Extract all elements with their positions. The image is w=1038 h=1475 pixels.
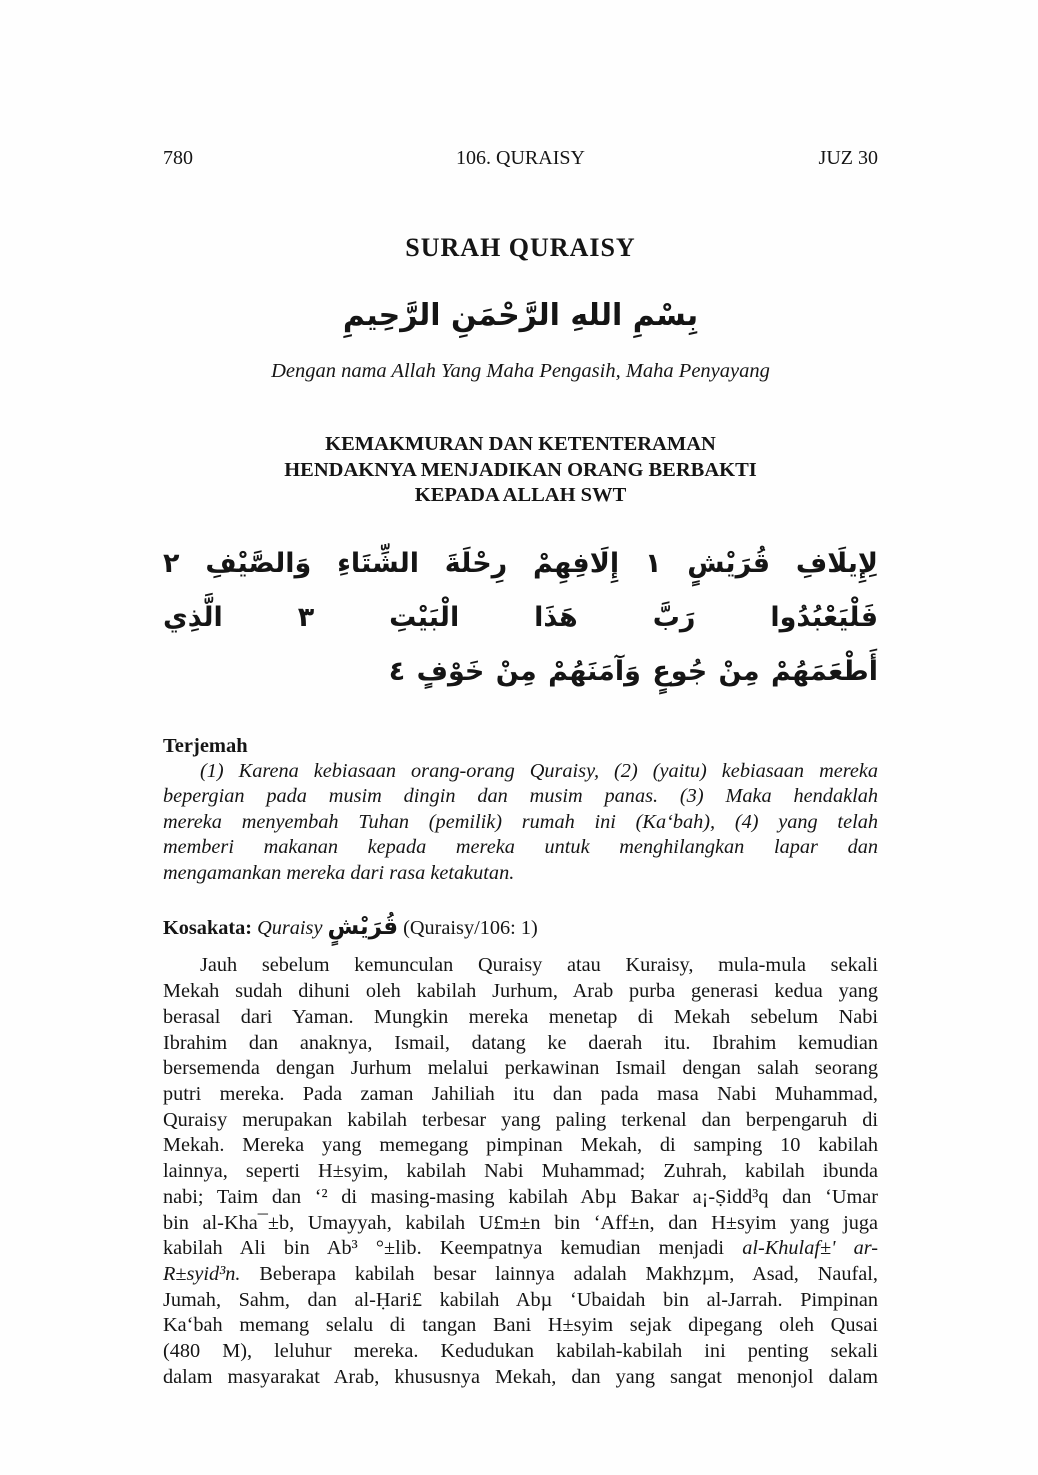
body-line: Ka‘bah memang selalu di tangan Bani H±syim sejak dipegang oleh Qusai (163, 1314, 878, 1337)
body-line: (480 M), leluhur mereka. Kedudukan kabilah-kabilah ini penting sekali (163, 1340, 878, 1363)
terjemah-text (163, 759, 878, 887)
terjemah-line: memberi makanan kepada mereka untuk menghilangkan lapar dan (163, 836, 878, 859)
surah-title: SURAH QURAISY (405, 233, 636, 262)
page-content (163, 0, 878, 1390)
body-line: Mekah. Mereka yang memegang pimpinan Mekah, di samping 10 kabilah (163, 1134, 878, 1157)
terjemah-line: mengamankan mereka dari rasa ketakutan. (163, 861, 515, 884)
text-segment-normal: (Quraisy/106: 1) (398, 917, 538, 940)
body-line: Ibrahim dan anaknya, Ismail, datang ke daerah itu. Ibrahim kemudian (163, 1031, 878, 1054)
text-segment-arabic: قُرَيْشٍ (327, 914, 399, 941)
body-text (163, 953, 878, 1390)
body-line (163, 1262, 878, 1288)
section-heading-line: KEMAKMURAN DAN KETENTERAMAN (325, 433, 716, 455)
body-line: Mekah sudah dihuni oleh kabilah Jurhum, Arab purba generasi kedua yang (163, 980, 878, 1003)
text-segment-normal: kabilah Ali bin Ab³ °±lib. Keempatnya kemudian menjadi (163, 1237, 743, 1260)
kosakata-content (163, 908, 878, 947)
body-line: nabi; Taim dan ‘² di masing-masing kabilah Abµ Bakar a¡-Ṣidd³q dan ‘Umar (163, 1185, 878, 1208)
juz-label: JUZ 30 (818, 147, 878, 169)
bismillah-translation: Dengan nama Allah Yang Maha Pengasih, Maha Penyayang (271, 360, 770, 382)
terjemah-line: (1) Karena kebiasaan orang-orang Quraisy, (2) (yaitu) kebiasaan mereka (200, 759, 878, 782)
text-segment-normal: Beberapa kabilah besar lainnya adalah Makhzµm, Asad, Naufal, (240, 1262, 878, 1285)
body-line: bin al-Kha¯±b, Umayyah, kabilah U£m±n bin ‘Aff±n, dan H±syim yang juga (163, 1211, 878, 1234)
text-segment-italic: al-Khulaf±' ar- (742, 1237, 879, 1260)
section-heading-line: KEPADA ALLAH SWT (414, 484, 627, 506)
terjemah-line: bepergian pada musim dingin dan musim panas. (3) Maka hendaklah (163, 785, 878, 808)
body-line: dalam masyarakat Arab, khususnya Mekah, dan yang sangat menonjol dalam (163, 1365, 878, 1388)
text-segment-italic: R±syid³n. (163, 1262, 241, 1285)
body-line: bersemenda dengan Jurhum melalui perkawinan Ismail dengan salah seorang (163, 1057, 878, 1080)
body-line: putri mereka. Pada zaman Jahiliah itu dan pada masa Nabi Muhammad, (163, 1082, 878, 1105)
terjemah-heading: Terjemah (163, 734, 248, 757)
body-line: Quraisy merupakan kabilah terbesar yang paling terkenal dan berpengaruh di (163, 1108, 878, 1131)
page-header (163, 0, 878, 170)
text-segment-bold: Kosakata: (163, 917, 258, 940)
section-heading (163, 432, 878, 509)
page-number: 780 (163, 147, 193, 169)
arabic-verses (163, 537, 878, 699)
chapter-title: 106. QURAISY (456, 147, 585, 169)
arabic-verse-line: لِإِيلَافِ قُرَيْشٍ ١ إِلَافِهِمْ رِحْلَةَ الشِّتَاءِ وَالصَّيْفِ ٢ فَلْيَعْبُدُوا رَبَّ هَذَا الْبَيْتِ ٣ الَّذِي (163, 547, 878, 633)
body-line: Jumah, Sahm, dan al-Ḥari£ kabilah Abµ ‘Ubaidah bin al-Jarrah. Pimpinan (163, 1288, 878, 1311)
body-line: lainnya, seperti H±syim, kabilah Nabi Muhammad; Zuhrah, kabilah ibunda (163, 1160, 878, 1183)
body-line: Jauh sebelum kemunculan Quraisy atau Kuraisy, mula-mula sekali (200, 954, 878, 977)
terjemah-line: mereka menyembah Tuhan (pemilik) rumah ini (Ka‘bah), (4) yang telah (163, 810, 878, 833)
body-line (163, 1236, 878, 1262)
bismillah-calligraphy: بِسْمِ اللهِ الرَّحْمَنِ الرَّحِيمِ (342, 297, 699, 333)
section-heading-line: HENDAKNYA MENJADIKAN ORANG BERBAKTI (284, 458, 757, 481)
kosakata-line (163, 908, 878, 947)
body-line: berasal dari Yaman. Mungkin mereka menetap di Mekah sebelum Nabi (163, 1005, 878, 1028)
text-segment-italic: Quraisy (257, 917, 328, 940)
arabic-verse-line: أَطْعَمَهُمْ مِنْ جُوعٍ وَآمَنَهُمْ مِنْ خَوْفٍ ٤ (388, 655, 878, 687)
